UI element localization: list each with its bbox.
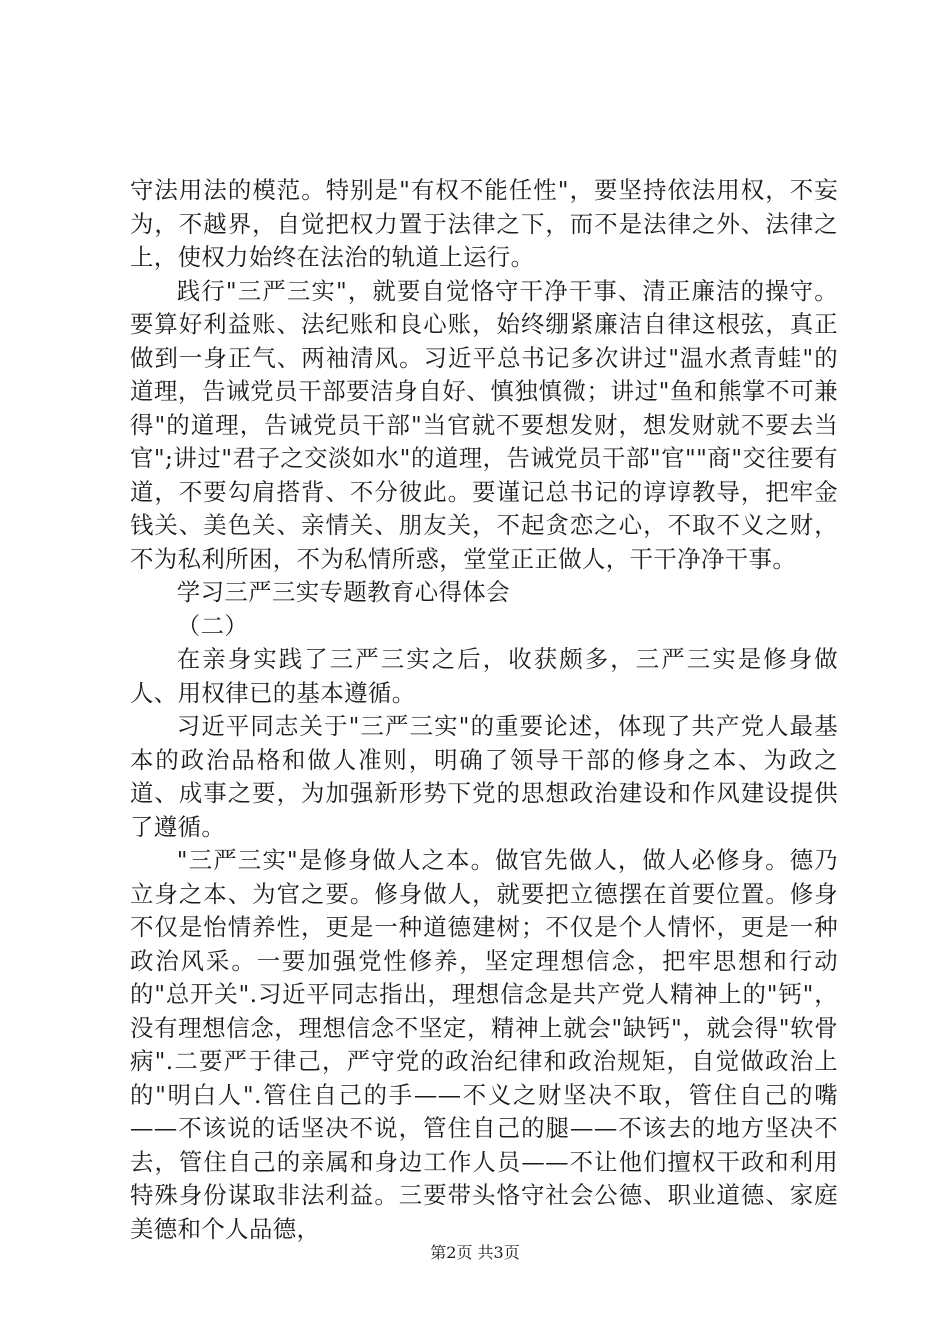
section-title: 学习三严三实专题教育心得体会 <box>176 578 510 606</box>
section-number: （二） <box>176 611 249 640</box>
paragraph-2: 践行"三严三实"，就要自觉恪守干净干事、清正廉洁的操守。要算好利益账、法纪账和良心账，始终绷紧廉洁自律这根弦，真正做到一身正气、两袖清风。习近平总书记多次讲过"温水煮青蛙"的道理，告诫党员干部要洁身自好、慎独慎微；讲过"鱼和熊掌不可兼得"的道理，告诫党员干部"当官就不要想发财，想发财就不要去当官";讲过"君子之交淡如水"的道理，告诫党员干部"官""商"交往要有道，不要勾肩搭背、不分彼此。要谨记总书记的谆谆教导，把牢金钱关、美色关、亲情关、朋友关，不起贪恋之心，不取不义之财，不为私利所困，不为私情所惑，堂堂正正做人，干干净净干事。 <box>130 276 838 573</box>
paragraph-4: 习近平同志关于"三严三实"的重要论述，体现了共产党人最基本的政治品格和做人准则，明确了领导干部的修身之本、为政之道、成事之要，为加强新形势下党的思想政治建设和作风建设提供了遵循。 <box>130 712 838 841</box>
paragraph-5: "三严三实"是修身做人之本。做官先做人，做人必修身。德乃立身之本、为官之要。修身做人，就要把立德摆在首要位置。修身不仅是怡情养性，更是一种道德建树；不仅是个人情怀，更是一种政治风采。一要加强党性修养，坚定理想信念，把牢思想和行动的"总开关".习近平同志指出，理想信念是共产党人精神上的"钙"，没有理想信念，理想信念不坚定，精神上就会"缺钙"，就会得"软骨病".二要严于律己，严守党的政治纪律和政治规矩，自觉做政治上的"明白人".管住自己的手——不义之财坚决不取，管住自己的嘴——不该说的话坚决不说，管住自己的腿——不该去的地方坚决不去，管住自己的亲属和身边工作人员——不让他们擅权干政和利用特殊身份谋取非法利益。三要带头恪守社会公德、职业道德、家庭美德和个人品德， <box>130 846 838 1243</box>
page-footer: 第2页 共3页 <box>430 1243 520 1262</box>
paragraph-3: 在亲身实践了三严三实之后，收获颇多，三严三实是修身做人、用权律已的基本遵循。 <box>130 645 838 707</box>
paragraph-1: 守法用法的模范。特别是"有权不能任性"，要坚持依法用权，不妄为，不越界，自觉把权力置于法律之下，而不是法律之外、法律之上，使权力始终在法治的轨道上运行。 <box>130 176 838 271</box>
document-body <box>130 174 838 1246</box>
